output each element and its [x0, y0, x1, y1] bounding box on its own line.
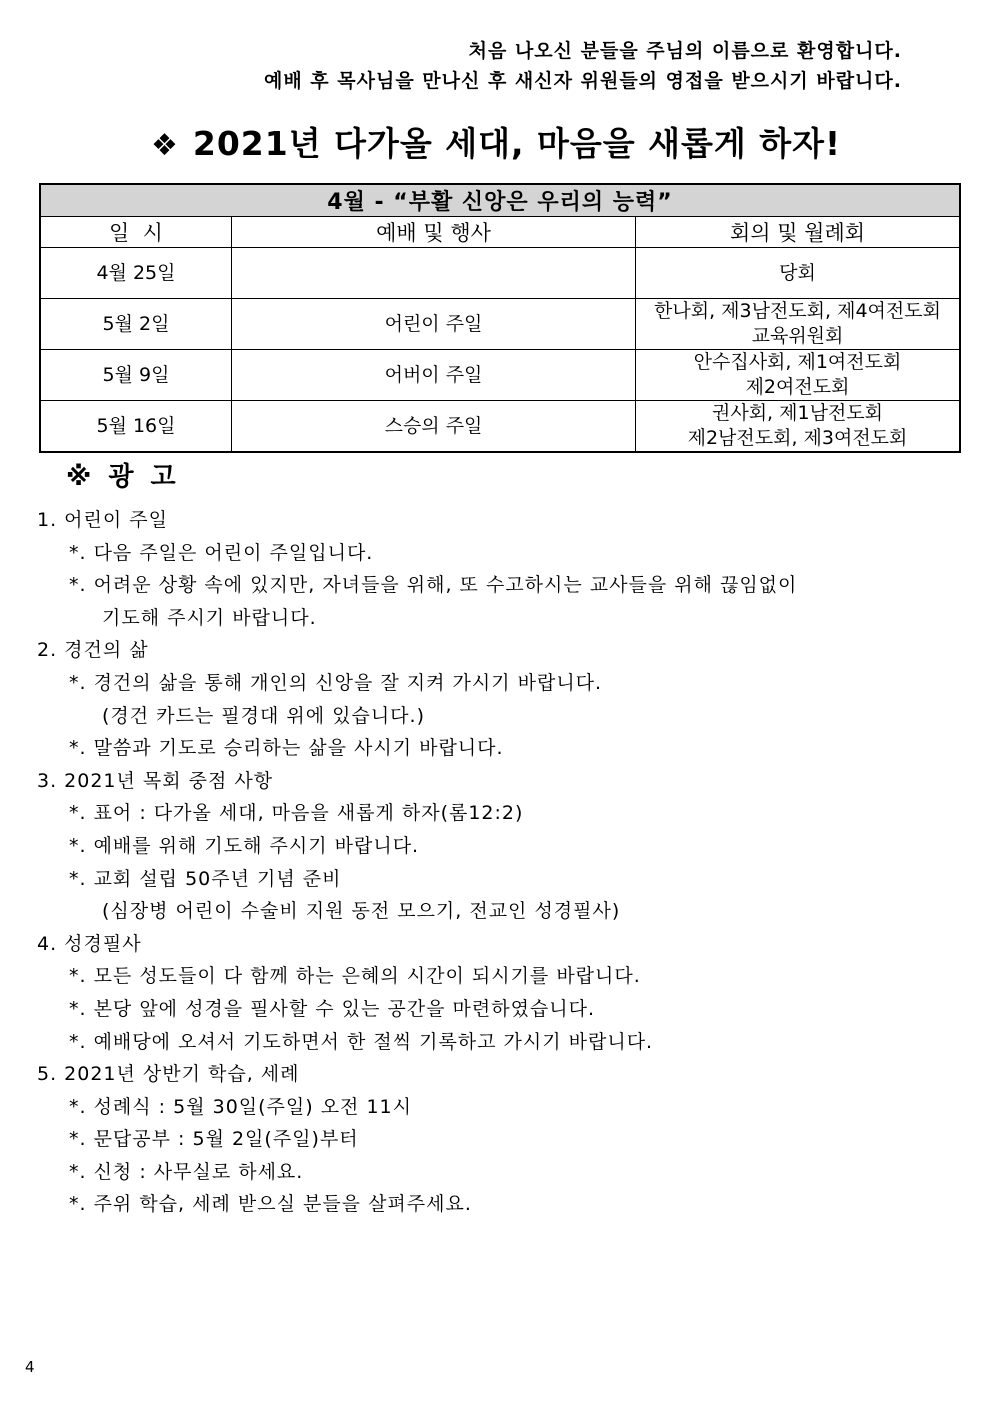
row-meeting	[636, 350, 961, 401]
announcement-heading: 3. 2021년 목회 중점 사항	[37, 769, 274, 792]
row-event: 스승의 주일	[232, 401, 636, 453]
announcement-item: *. 다음 주일은 어린이 주일입니다.	[69, 541, 374, 564]
row-date: 4월 25일	[40, 248, 232, 299]
announcement-item: *. 문답공부 : 5월 2일(주일)부터	[69, 1128, 359, 1151]
row-meeting-line-1: 권사회, 제1남전도회	[712, 402, 883, 424]
announcement-item: *. 말씀과 기도로 승리하는 삶을 사시기 바랍니다.	[69, 737, 504, 760]
announcement-item: *. 모든 성도들이 다 함께 하는 은혜의 시간이 되시기를 바랍니다.	[69, 965, 641, 988]
diamond-bullet-icon: ❖	[150, 128, 179, 163]
row-meeting-line-1: 한나회, 제3남전도회, 제4여전도회	[654, 300, 941, 322]
row-meeting-line-2: 교육위원회	[751, 325, 844, 347]
schedule-month-row	[40, 184, 960, 217]
row-event: 어버이 주일	[232, 350, 636, 401]
announcement-item: *. 본당 앞에 성경을 필사할 수 있는 공간을 마련하였습니다.	[69, 997, 596, 1020]
row-meeting	[636, 401, 961, 453]
announcement-heading: 5. 2021년 상반기 학습, 세례	[37, 1063, 300, 1086]
announcement-item: *. 표어 : 다가올 세대, 마음을 새롭게 하자(롬12:2)	[69, 802, 524, 825]
announcement-item: *. 신청 : 사무실로 하세요.	[69, 1160, 304, 1183]
announcement-heading: 1. 어린이 주일	[37, 509, 168, 531]
row-event: 어린이 주일	[232, 299, 636, 350]
page-title-text: 2021년 다가올 세대, 마음을 새롭게 하자!	[192, 124, 842, 163]
row-date: 5월 9일	[40, 350, 232, 401]
table-row	[40, 248, 960, 299]
row-meeting-line-1: 당회	[779, 261, 816, 284]
row-meeting	[636, 248, 961, 299]
header-date: 일 시	[40, 217, 232, 248]
welcome-message	[264, 36, 902, 96]
announcements-heading: ※ 광 고	[66, 462, 180, 492]
table-row	[40, 299, 960, 350]
welcome-line-2: 예배 후 목사님을 만나신 후 새신자 위원들의 영접을 받으시기 바랍니다.	[263, 70, 902, 92]
row-meeting	[636, 299, 961, 350]
announcements-list	[37, 504, 797, 1221]
row-meeting-line-2: 제2여전도회	[745, 376, 850, 398]
page-number: 4	[25, 1358, 35, 1376]
announcement-item: (심장병 어린이 수술비 지원 동전 모으기, 전교인 성경필사)	[102, 900, 621, 923]
header-meeting: 회의 및 월례회	[636, 217, 961, 248]
announcement-item: *. 예배당에 오셔서 기도하면서 한 절씩 기록하고 가시기 바랍니다.	[69, 1030, 654, 1053]
table-row	[40, 350, 960, 401]
announcement-item: 기도해 주시기 바랍니다.	[102, 606, 317, 629]
row-date: 5월 2일	[40, 299, 232, 350]
announcement-item: *. 주위 학습, 세례 받으실 분들을 살펴주세요.	[69, 1193, 472, 1216]
row-event	[232, 248, 636, 299]
announcement-item: *. 어려운 상황 속에 있지만, 자녀들을 위해, 또 수고하시는 교사들을 위해 끊임없이	[69, 574, 798, 597]
announcement-item: *. 예배를 위해 기도해 주시기 바랍니다.	[69, 834, 420, 857]
announcement-item: *. 교회 설립 50주년 기념 준비	[69, 867, 342, 890]
schedule-header-row	[40, 217, 960, 248]
page-title	[0, 118, 992, 165]
announcement-heading: 4. 성경필사	[37, 932, 142, 955]
row-date: 5월 16일	[40, 401, 232, 453]
announcement-item: (경건 카드는 필경대 위에 있습니다.)	[102, 704, 425, 727]
announcement-item: *. 경건의 삶을 통해 개인의 신앙을 잘 지켜 가시기 바랍니다.	[69, 671, 603, 694]
schedule-table	[39, 183, 961, 453]
row-meeting-line-2: 제2남전도회, 제3여전도회	[687, 427, 908, 449]
row-meeting-line-1: 안수집사회, 제1여전도회	[693, 351, 902, 373]
schedule-month-title: 4월 - “부활 신앙은 우리의 능력”	[40, 184, 960, 217]
announcement-item: *. 성례식 : 5월 30일(주일) 오전 11시	[69, 1095, 412, 1118]
welcome-line-1: 처음 나오신 분들을 주님의 이름으로 환영합니다.	[468, 40, 902, 62]
table-row	[40, 401, 960, 453]
header-event: 예배 및 행사	[232, 217, 636, 248]
announcement-heading: 2. 경건의 삶	[37, 639, 149, 662]
